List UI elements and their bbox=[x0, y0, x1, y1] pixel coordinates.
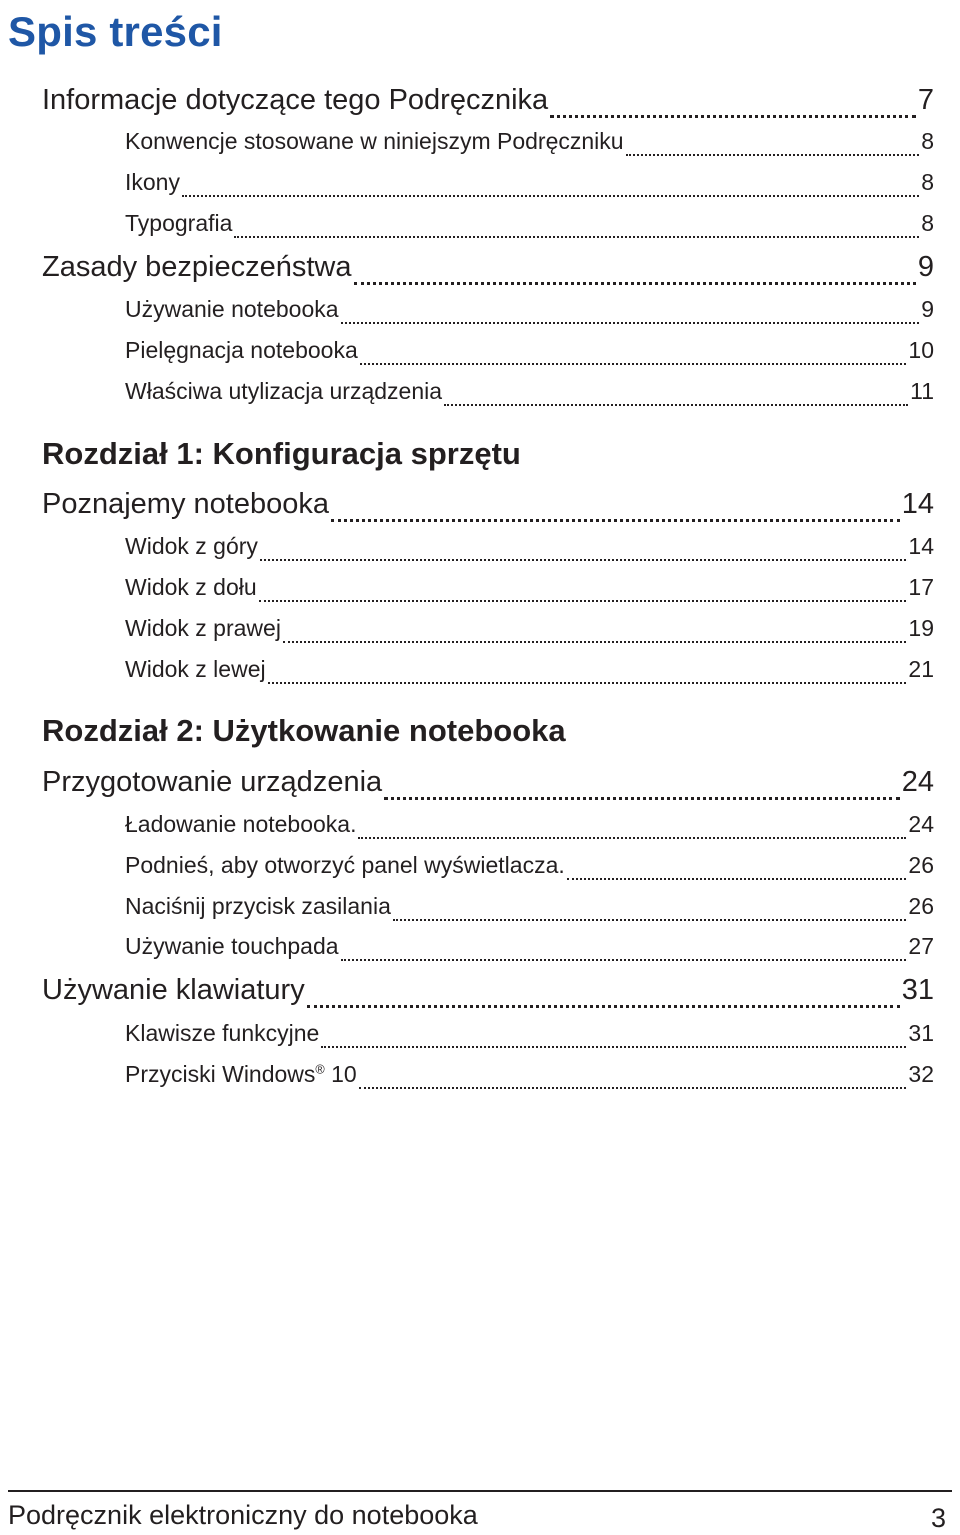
dot-leader bbox=[341, 296, 920, 330]
toc-entry-label: Używanie touchpada bbox=[125, 933, 339, 959]
dot-leader bbox=[268, 656, 907, 690]
chapter-heading: Rozdział 1: Konfiguracja sprzętu bbox=[42, 436, 521, 471]
toc-entry-label bbox=[125, 1061, 357, 1088]
toc-entry-label: Poznajemy notebooka bbox=[42, 488, 329, 520]
toc-entry-label: Naciśnij przycisk zasilania bbox=[125, 893, 391, 919]
dot-leader bbox=[550, 84, 916, 124]
toc-entry-label: Podnieś, aby otworzyć panel wyświetlacza. bbox=[125, 852, 565, 878]
dot-leader bbox=[567, 852, 907, 886]
chapter-heading: Rozdział 2: Użytkowanie notebooka bbox=[42, 713, 566, 748]
toc-subentry[interactable] bbox=[125, 128, 934, 162]
toc-subentry[interactable] bbox=[125, 656, 934, 690]
toc-subentry[interactable] bbox=[125, 933, 934, 967]
dot-leader bbox=[354, 251, 916, 291]
toc-subentry[interactable] bbox=[125, 1020, 934, 1054]
page-title: Spis treści bbox=[8, 8, 223, 55]
toc-entry[interactable] bbox=[42, 766, 934, 806]
dot-leader bbox=[341, 933, 907, 967]
toc-entry-page: 7 bbox=[917, 84, 934, 116]
toc-entry-label: Używanie klawiatury bbox=[42, 974, 305, 1006]
dot-leader bbox=[444, 378, 908, 412]
dot-leader bbox=[359, 1061, 907, 1095]
dot-leader bbox=[360, 337, 907, 371]
toc-entry-page: 19 bbox=[908, 615, 934, 641]
toc-subentry[interactable] bbox=[125, 852, 934, 886]
dot-leader bbox=[234, 210, 919, 244]
toc-subentry[interactable] bbox=[125, 1061, 934, 1095]
toc-subentry[interactable] bbox=[125, 169, 934, 203]
toc-entry[interactable] bbox=[42, 251, 934, 291]
toc-entry-page: 8 bbox=[921, 210, 934, 236]
dot-leader bbox=[331, 488, 900, 528]
dot-leader bbox=[358, 811, 906, 845]
toc-entry-page: 9 bbox=[917, 251, 934, 283]
dot-leader bbox=[307, 974, 900, 1014]
dot-leader bbox=[321, 1020, 906, 1054]
toc-entry-label: Widok z góry bbox=[125, 533, 258, 559]
toc-entry-label: Ikony bbox=[125, 169, 180, 195]
toc-entry-page: 14 bbox=[901, 488, 934, 520]
toc-entry-label: Widok z lewej bbox=[125, 656, 266, 682]
toc-entry-label: Używanie notebooka bbox=[125, 296, 339, 322]
dot-leader bbox=[384, 766, 900, 806]
toc-entry-page: 26 bbox=[908, 852, 934, 878]
footer-divider bbox=[8, 1490, 952, 1492]
toc-entry-page: 32 bbox=[908, 1061, 934, 1087]
toc-entry-label: Konwencje stosowane w niniejszym Podręczniku bbox=[125, 128, 624, 154]
toc-entry-label-suffix: 10 bbox=[324, 1061, 357, 1087]
dot-leader bbox=[260, 533, 906, 567]
toc-entry-label: Przygotowanie urządzenia bbox=[42, 766, 383, 798]
toc-subentry[interactable] bbox=[125, 574, 934, 608]
dot-leader bbox=[393, 893, 907, 927]
toc-entry-page: 26 bbox=[908, 893, 934, 919]
toc-entry-label: Ładowanie notebooka. bbox=[125, 811, 357, 837]
toc-subentry[interactable] bbox=[125, 296, 934, 330]
toc-entry-label: Widok z dołu bbox=[125, 574, 257, 600]
footer-title: Podręcznik elektroniczny do notebooka bbox=[8, 1500, 478, 1530]
toc-entry-label: Informacje dotyczące tego Podręcznika bbox=[42, 84, 549, 116]
dot-leader bbox=[283, 615, 906, 649]
dot-leader bbox=[259, 574, 907, 608]
registered-mark: ® bbox=[315, 1062, 325, 1077]
dot-leader bbox=[626, 128, 920, 162]
toc-entry-label: Właściwa utylizacja urządzenia bbox=[125, 378, 443, 404]
toc-entry[interactable] bbox=[42, 488, 934, 528]
toc-entry-page: 8 bbox=[921, 169, 934, 195]
toc-entry-page: 17 bbox=[908, 574, 934, 600]
toc-entry-page: 11 bbox=[910, 378, 934, 404]
toc-entry-label-text: Przyciski Windows bbox=[125, 1061, 316, 1087]
dot-leader bbox=[182, 169, 919, 203]
toc-entry-page: 31 bbox=[908, 1020, 934, 1046]
footer-page-number: 3 bbox=[930, 1503, 946, 1533]
toc-entry-page: 10 bbox=[908, 337, 934, 363]
toc-entry-label: Widok z prawej bbox=[125, 615, 281, 641]
toc-subentry[interactable] bbox=[125, 210, 934, 244]
toc-subentry[interactable] bbox=[125, 615, 934, 649]
toc-entry-page: 8 bbox=[921, 128, 934, 154]
toc-entry-label: Typografia bbox=[125, 210, 233, 236]
toc-entry-label: Pielęgnacja notebooka bbox=[125, 337, 358, 363]
toc-entry-page: 9 bbox=[921, 296, 934, 322]
toc-subentry[interactable] bbox=[125, 811, 934, 845]
toc-entry-page: 24 bbox=[901, 766, 934, 798]
toc-entry-page: 21 bbox=[908, 656, 934, 682]
toc-entry-page: 24 bbox=[908, 811, 934, 837]
toc-subentry[interactable] bbox=[125, 893, 934, 927]
toc-entry-page: 14 bbox=[908, 533, 934, 559]
toc-subentry[interactable] bbox=[125, 337, 934, 371]
toc-entry-label: Klawisze funkcyjne bbox=[125, 1020, 320, 1046]
toc-subentry[interactable] bbox=[125, 533, 934, 567]
toc-entry[interactable] bbox=[42, 974, 934, 1014]
toc-entry[interactable] bbox=[42, 84, 934, 124]
toc-entry-page: 31 bbox=[901, 974, 934, 1006]
toc-subentry[interactable] bbox=[125, 378, 934, 412]
toc-entry-page: 27 bbox=[908, 933, 934, 959]
toc-entry-label: Zasady bezpieczeństwa bbox=[42, 251, 352, 283]
